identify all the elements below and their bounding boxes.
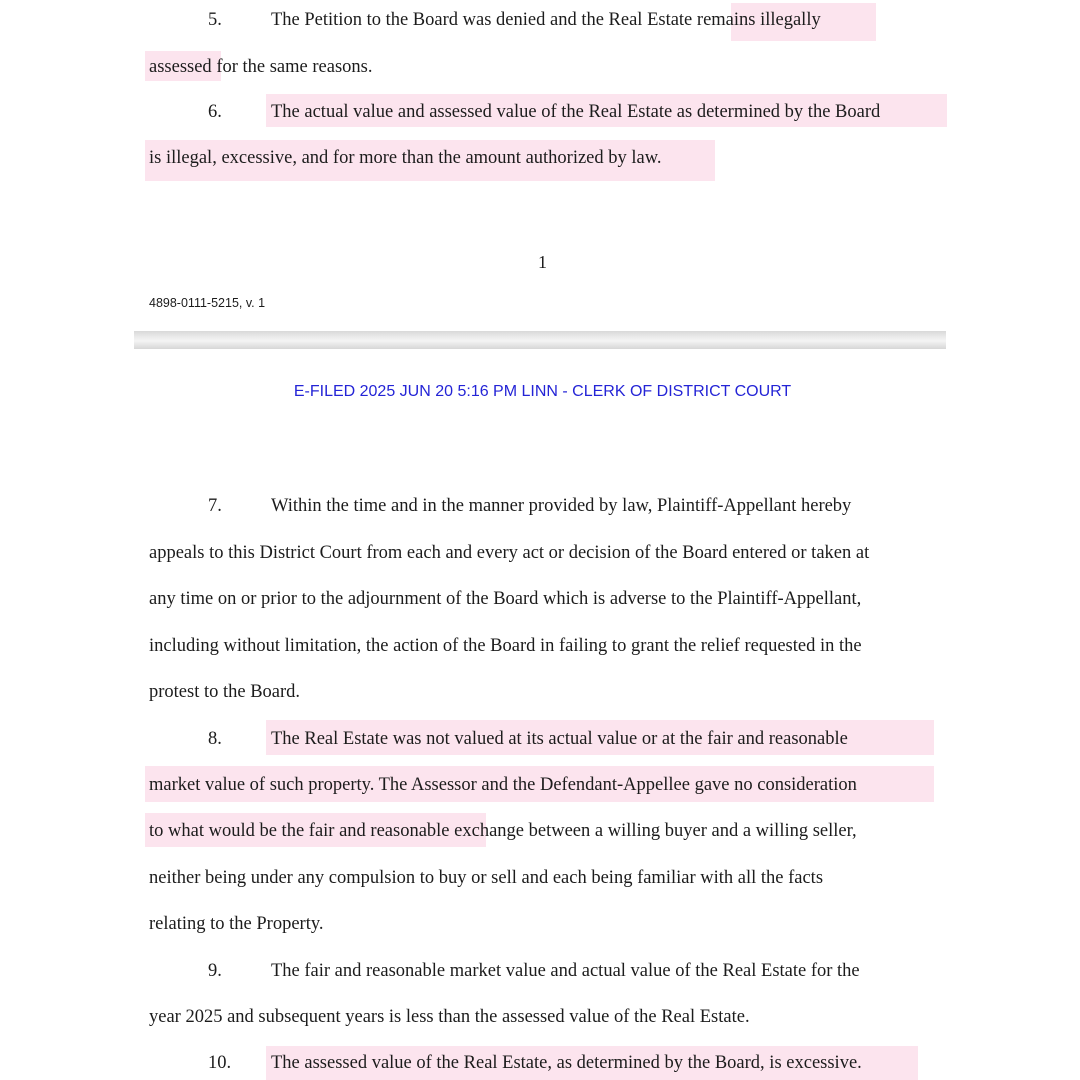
para10-line1: The assessed value of the Real Estate, as determined by the Board, is excessive. [271,1053,862,1073]
para5-number: 5. [208,10,222,30]
para7-line3: any time on or prior to the adjournment of the Board which is adverse to the Plaintiff-Appellant, [149,589,862,609]
para8-number: 8. [208,729,222,749]
para9-line2: year 2025 and subsequent years is less than the assessed value of the Real Estate. [149,1007,750,1027]
filing-stamp: E-FILED 2025 JUN 20 5:16 PM LINN - CLERK OF DISTRICT COURT [293,383,792,400]
para6-line2: is illegal, excessive, and for more than the amount authorized by law. [149,148,662,168]
para9-line1: The fair and reasonable market value and actual value of the Real Estate for the [271,961,860,981]
para8-line2: market value of such property. The Assessor and the Defendant-Appellee gave no consideration [149,775,857,795]
para8-line1: The Real Estate was not valued at its actual value or at the fair and reasonable [271,729,848,749]
para7-line4: including without limitation, the action of the Board in failing to grant the relief requested in the [149,636,862,656]
para8-line3: to what would be the fair and reasonable exchange between a willing buyer and a willing seller, [149,821,857,841]
para7-number: 7. [208,496,222,516]
para7-line2: appeals to this District Court from each and every act or decision of the Board entered or taken at [149,543,870,563]
para5-line1: The Petition to the Board was denied and the Real Estate remains illegally [271,10,821,30]
para7-line1: Within the time and in the manner provided by law, Plaintiff-Appellant hereby [271,496,852,516]
para5-line2: assessed for the same reasons. [149,57,373,77]
page-number: 1 [538,252,547,272]
para6-line1: The actual value and assessed value of the Real Estate as determined by the Board [271,102,881,122]
document-id: 4898-0111-5215, v. 1 [149,296,266,310]
para8-line5: relating to the Property. [149,914,324,934]
para8-line4: neither being under any compulsion to buy or sell and each being familiar with all the facts [149,868,824,888]
para9-number: 9. [208,961,222,981]
page-break-divider [134,331,946,349]
para10-number: 10. [208,1053,232,1073]
para7-line5: protest to the Board. [149,682,301,702]
para6-number: 6. [208,102,222,122]
